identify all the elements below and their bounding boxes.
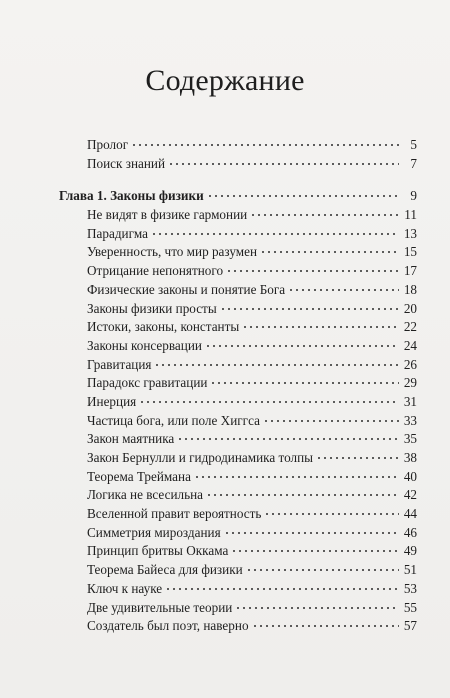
- toc-chapter-entry[interactable]: [59, 187, 417, 206]
- toc-entry[interactable]: [87, 599, 417, 618]
- toc-entry-page: 57: [403, 618, 417, 634]
- leader-dots: [260, 251, 399, 253]
- leader-dots: [165, 588, 399, 590]
- leader-dots: [316, 457, 399, 459]
- toc-entry-label: Инерция: [87, 393, 137, 409]
- toc-entry[interactable]: [87, 561, 417, 580]
- toc-entry-label: Отрицание непонятного: [87, 263, 224, 279]
- toc-entry-page: 53: [403, 580, 417, 596]
- toc-entry-label: Логика не всесильна: [87, 487, 204, 503]
- leader-dots: [231, 550, 399, 552]
- toc-entry-label: Пролог: [87, 137, 129, 152]
- leader-dots: [154, 364, 399, 366]
- toc-entry[interactable]: [87, 580, 417, 599]
- toc-entry-label: Парадигма: [87, 225, 148, 241]
- leader-dots: [226, 270, 399, 272]
- toc-entry-label: Не видят в физике гармонии: [87, 207, 248, 223]
- toc-entry[interactable]: [87, 206, 417, 225]
- toc-entry-label: Теорема Треймана: [87, 468, 191, 484]
- leader-dots: [139, 401, 399, 403]
- toc-entry-label: Создатель был поэт, наверно: [87, 618, 249, 634]
- toc-entry-page: 38: [403, 450, 417, 465]
- toc-entry[interactable]: [87, 393, 417, 412]
- leader-dots: [210, 382, 399, 384]
- leader-dots: [168, 163, 399, 165]
- leader-dots: [246, 569, 399, 571]
- toc-entry-page: 33: [403, 412, 417, 428]
- toc-entry-label: Частица бога, или поле Хиггса: [87, 412, 260, 428]
- toc-entry-page: 5: [410, 137, 417, 152]
- toc-entry-page: 11: [404, 207, 417, 223]
- leader-dots: [131, 144, 399, 146]
- toc-entry-page: 40: [403, 468, 417, 484]
- toc-entry[interactable]: [87, 155, 417, 174]
- leader-dots: [263, 420, 399, 422]
- toc-entry-page: 26: [403, 356, 417, 372]
- toc-entry[interactable]: [87, 300, 417, 319]
- spacer: [87, 173, 417, 187]
- leader-dots: [151, 233, 399, 235]
- toc-entry[interactable]: [87, 524, 417, 543]
- front-matter-list: [87, 136, 417, 173]
- toc-entry-label: Законы консервации: [87, 337, 202, 353]
- section-list: [87, 206, 417, 636]
- leader-dots: [288, 289, 399, 291]
- toc-entry[interactable]: [87, 318, 417, 337]
- toc-entry-label: Парадокс гравитации: [87, 375, 208, 391]
- toc-entry-label: Законы физики просты: [87, 300, 217, 316]
- toc-entry[interactable]: [87, 225, 417, 244]
- toc-entry-label: Принцип бритвы Оккама: [87, 543, 229, 559]
- page-title: Содержание: [145, 64, 305, 97]
- toc-entry-page: 55: [403, 599, 417, 615]
- leader-dots: [220, 308, 399, 310]
- toc-entry[interactable]: [87, 412, 417, 431]
- toc-entry-label: Две удивительные теории: [87, 599, 233, 615]
- toc-entry[interactable]: [87, 356, 417, 375]
- toc-entry-page: 49: [403, 543, 417, 559]
- toc-entry-page: 46: [403, 524, 417, 540]
- toc-entry[interactable]: [87, 243, 417, 262]
- toc-entry-label: Физические законы и понятие Бога: [87, 281, 286, 297]
- toc-entry-label: Теорема Байеса для физики: [87, 562, 243, 578]
- toc-entry-page: 13: [403, 225, 417, 241]
- toc-entry[interactable]: [87, 449, 417, 468]
- toc-entry-page: 18: [403, 281, 417, 297]
- leader-dots: [235, 607, 399, 609]
- leader-dots: [250, 214, 399, 216]
- leader-dots: [206, 494, 399, 496]
- leader-dots: [224, 532, 399, 534]
- toc-entry[interactable]: [87, 281, 417, 300]
- toc-entry[interactable]: [87, 262, 417, 281]
- toc-entry-label: Поиск знаний: [87, 155, 166, 171]
- toc-entry-page: 22: [403, 319, 417, 335]
- toc-entry-page: 42: [403, 487, 417, 503]
- toc-entry[interactable]: [87, 337, 417, 356]
- toc-chapter-label: Глава 1. Законы физики: [59, 188, 204, 204]
- leader-dots: [252, 625, 399, 627]
- leader-dots: [177, 438, 399, 440]
- toc-entry[interactable]: [87, 468, 417, 487]
- leader-dots: [194, 476, 399, 478]
- toc-entry-label: Гравитация: [87, 356, 152, 372]
- toc-entry-page: 7: [410, 155, 417, 171]
- toc-entry-page: 29: [403, 375, 417, 391]
- toc-entry-label: Симметрия мироздания: [87, 524, 221, 540]
- toc-entry[interactable]: [87, 542, 417, 561]
- leader-dots: [205, 345, 399, 347]
- toc-entry-page: 15: [403, 244, 417, 260]
- toc-entry-page: 20: [403, 300, 417, 316]
- toc-entry[interactable]: [87, 505, 417, 524]
- toc-entry[interactable]: [87, 374, 417, 393]
- toc-entry-label: Закон маятника: [87, 431, 175, 447]
- toc-entry[interactable]: [87, 486, 417, 505]
- leader-dots: [264, 513, 399, 515]
- toc-entry-label: Истоки, законы, константы: [87, 319, 240, 335]
- leader-dots: [242, 326, 399, 328]
- toc-entry-page: 17: [403, 263, 417, 279]
- toc-entry-page: 35: [403, 431, 417, 447]
- toc-entry[interactable]: [87, 430, 417, 449]
- toc-entry-page: 31: [403, 393, 417, 409]
- table-of-contents: [59, 136, 417, 636]
- toc-entry-label: Закон Бернулли и гидродинамика толпы: [87, 450, 314, 465]
- toc-entry-page: 44: [403, 506, 417, 522]
- toc-entry[interactable]: [87, 617, 417, 636]
- toc-entry-page: 24: [403, 337, 417, 353]
- toc-entry-label: Уверенность, что мир разумен: [87, 244, 258, 260]
- toc-entry-label: Ключ к науке: [87, 580, 163, 596]
- toc-entry-label: Вселенной правит вероятность: [87, 506, 262, 522]
- leader-dots: [207, 195, 399, 197]
- toc-chapter-page: 9: [410, 188, 417, 204]
- toc-entry[interactable]: [87, 136, 417, 155]
- toc-entry-page: 51: [403, 562, 417, 578]
